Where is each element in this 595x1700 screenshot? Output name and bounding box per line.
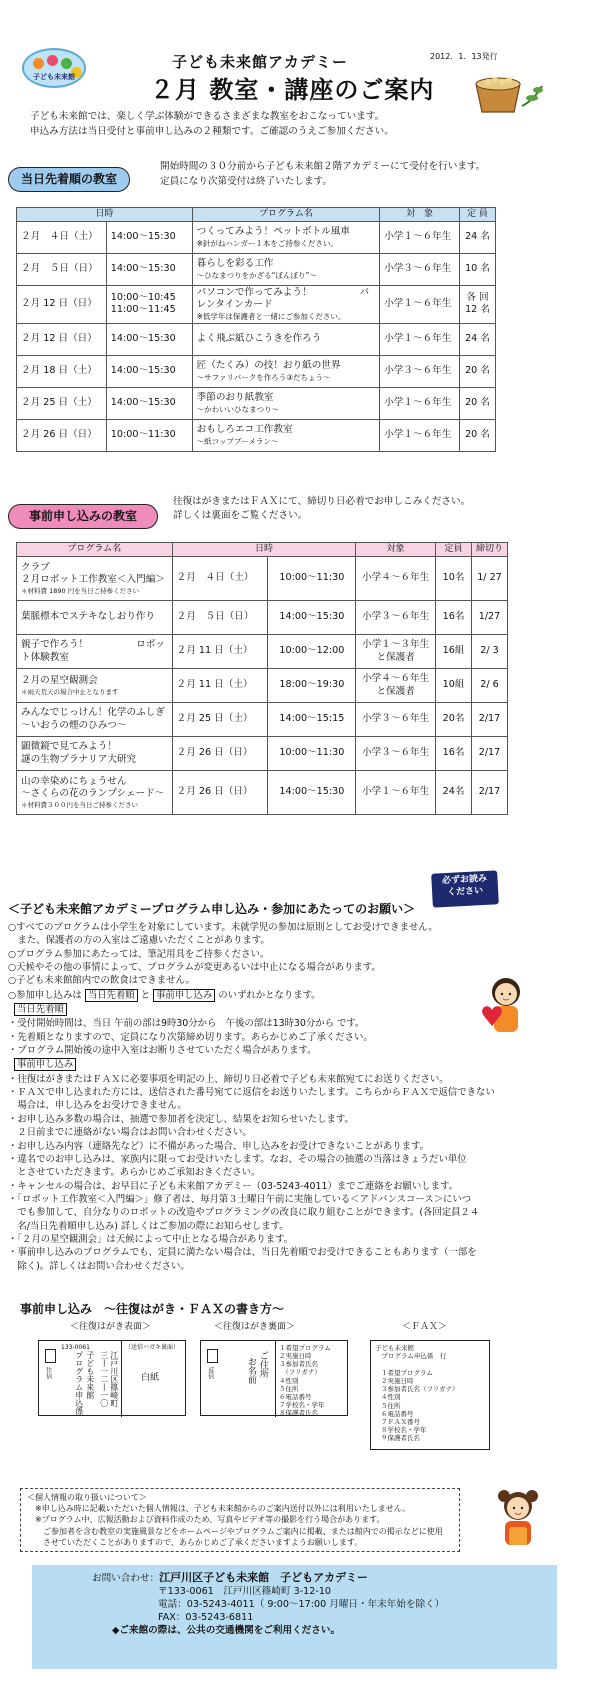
- apply-box-walkin: 当日先着順: [85, 989, 138, 1002]
- row-date: ２月 26 日（日）: [17, 419, 107, 451]
- privacy-line: ご参加者を含む教室の実施風景などをホームページやプログラムご案内に掲載、または館内での掲示などに使用: [27, 1526, 443, 1536]
- row-program: 親子で作ろう！ ロボット体験教室: [21, 639, 165, 663]
- row-time: 10:00〜10:45 11:00〜11:45: [106, 286, 192, 324]
- zip-code: 133-0061: [61, 1344, 90, 1351]
- card3-label: ＜ＦＡＸ＞: [402, 1322, 448, 1332]
- row-time: 10:00〜11:30: [268, 557, 356, 601]
- card1-label: ＜往復はがき表面＞: [70, 1322, 152, 1332]
- table-row: [17, 703, 508, 737]
- walkin-table: [16, 207, 496, 452]
- advance-rule-line: とさせていただきます。あらかじめご承知おきください。: [8, 1167, 261, 1179]
- row-date: ２月 ５日（日）: [172, 601, 268, 635]
- table-row: [17, 387, 496, 419]
- walkin-note: [160, 160, 570, 190]
- row-capacity: 24 名: [460, 222, 496, 254]
- table-row: [17, 355, 496, 387]
- walkin-note-line: 定員になり次第受付は終了いたします。: [160, 175, 332, 187]
- row-time: 14:00〜15:30: [106, 254, 192, 286]
- row-target: 小学１〜６年生: [380, 323, 460, 355]
- advance-rule-line: ・往復はがきまたはＦＡＸに必要事項を明記の上、締切り日必着で子ども未来館宛てにお送りください。: [8, 1073, 449, 1085]
- row-program-cell: [17, 703, 173, 737]
- row-date: ２月 12 日（日）: [17, 323, 107, 355]
- advance-note-line: 詳しくは裏面をご覧ください。: [173, 510, 308, 522]
- advance-table: [16, 542, 508, 815]
- advance-rule-line: ・「ロボット工作教室＜入門編＞」修了者は、毎月第３土曜日午前に実施している＜アドバンスコース＞にいつ: [8, 1193, 472, 1205]
- recipient: 子ども未来館: [85, 1351, 95, 1399]
- row-program-note: ＊雨天荒天の場合中止となります: [21, 687, 119, 696]
- address-line: 江戸川区篠崎町: [109, 1351, 119, 1407]
- stamp-label: 返信: [206, 1367, 214, 1379]
- advance-rule-line: ・ＦＡＸで申し込まれた方には、送信された番号宛てに返信をお送りいたします。こちらからＦＡＸで返信できない: [8, 1087, 495, 1099]
- row-program-note: 〜紙コップブーメラン〜: [196, 436, 279, 446]
- must-read-badge: [431, 870, 499, 907]
- row-capacity: 10名: [436, 557, 472, 601]
- issue-date: 2012．1．13発行: [430, 52, 498, 61]
- row-time: 14:00〜15:30: [106, 323, 192, 355]
- row-program-note: ※針がねハンガー１本をご持参ください。: [196, 238, 338, 248]
- advance-note: [173, 495, 573, 524]
- row-time: 14:00〜15:30: [106, 222, 192, 254]
- contact-phone: 電話：03-5243-4011（ 9:00〜17:00 月曜日・年末年始を除く）: [158, 1598, 445, 1610]
- stamp-box: [45, 1349, 56, 1363]
- must-read-text: 必ずお読み ください: [441, 873, 488, 898]
- row-program-cell: [17, 635, 173, 669]
- girl-illustration: [490, 1482, 546, 1552]
- table-row: [17, 737, 508, 771]
- stamp-label: 往信: [44, 1367, 52, 1379]
- notice-line: ○プログラム参加にあたっては、筆記用具をご持参ください。: [8, 948, 270, 960]
- row-deadline: 2/17: [471, 737, 507, 771]
- row-capacity: 16名: [436, 601, 472, 635]
- row-date: ２月 25 日（土）: [172, 703, 268, 737]
- reply-note: （送信ハガキ裏面）: [125, 1344, 180, 1351]
- walkin-rule-line: ・受付開始時間は、当日 午前の部は9時30分から 午後の部は13時30分から です。: [8, 1018, 365, 1030]
- notice-line: ○天候やその他の事情によって、プログラムが変更あるいは中止になる場合があります。: [8, 962, 381, 974]
- row-program: おもしろエコ工作教室: [196, 424, 293, 436]
- row-date: ２月 26 日（日）: [172, 737, 268, 771]
- address-line: ご住所: [257, 1351, 268, 1378]
- row-program-cell: [192, 222, 380, 254]
- table-row: [17, 635, 508, 669]
- row-date: ２月 12 日（日）: [17, 286, 107, 324]
- advance-rule-line: 場合は、申し込みをお受けできません。: [8, 1100, 187, 1112]
- row-target: 小学３〜６年生: [356, 601, 436, 635]
- row-program-cell: [192, 419, 380, 451]
- fax-head: 子ども未来館 プログラム申込係 行: [375, 1344, 447, 1361]
- row-program-note: 〜サファリパークを作ろう③だちょう〜: [196, 372, 331, 382]
- row-program: 山の幸染めにちょうせん 〜さくらの花のランプシェード〜: [21, 775, 165, 800]
- row-time: 10:00〜12:00: [268, 635, 356, 669]
- advance-header-deadline: 締切り: [471, 543, 507, 557]
- row-time: 14:00〜15:30: [268, 771, 356, 815]
- row-date: ２月 11 日（土）: [172, 669, 268, 703]
- table-row: [17, 323, 496, 355]
- table-row: [17, 601, 508, 635]
- row-target: 小学３〜６年生: [356, 703, 436, 737]
- walkin-rule-line: ・プログラム開始後の途中入室はお断りさせていただく場合があります。: [8, 1045, 317, 1057]
- fax-fields-list: １希望プログラム ２実施日時 ３参加者氏名（フリガナ） ４性別 ５住所 ６電話番号 ７ＦＡＸ番号 ８学校名・学年 ９保護者氏名: [381, 1369, 459, 1442]
- card2-label: ＜往復はがき裏面＞: [214, 1322, 296, 1332]
- contact-address: 〒133-0061 江戸川区篠崎町 3-12-10: [158, 1585, 332, 1597]
- row-capacity: 20名: [436, 703, 472, 737]
- row-target: 小学４〜６年生 と保護者: [356, 669, 436, 703]
- row-program-note: 〜かわいいひなまつり〜: [196, 404, 280, 414]
- notice-body: [8, 921, 548, 1273]
- row-date: ２月 26 日（日）: [172, 771, 268, 815]
- address-line: 三—一二—一〇: [99, 1351, 109, 1407]
- recipient-dept: プログラム申込係: [74, 1351, 84, 1415]
- row-program-cell: [192, 323, 380, 355]
- logo: [22, 48, 86, 88]
- row-capacity: 各 回 12 名: [460, 286, 496, 324]
- row-program: みんなでじっけん！化学のふしぎ 〜いおうの煙のひみつ〜: [21, 707, 165, 731]
- row-program: よく飛ぶ紙ひこうきを作ろう: [196, 332, 322, 344]
- row-deadline: 2/17: [471, 703, 507, 737]
- row-program: つくってみよう！ペットボトル風車: [196, 226, 350, 238]
- name-line: お名前: [245, 1357, 256, 1384]
- advance-rule-line: ・違名でのお申し込みは、家族内に限ってお受けいたします。なお、その場合の抽選の当落はきょうだい単位: [8, 1153, 467, 1165]
- row-program: 葉脈標本でステキなしおり作り: [21, 611, 156, 623]
- row-capacity: 16組: [436, 635, 472, 669]
- row-program-note: 〜ひなまつりをかざる“ぼんぼり”〜: [196, 270, 317, 280]
- intro-line: 子ども未来館では、楽しく学ぶ体験ができるさまざまな教室をおこなっています。: [30, 111, 385, 122]
- row-deadline: 2/ 3: [471, 635, 507, 669]
- row-target: 小学１〜６年生: [380, 286, 460, 324]
- row-program: ２月の星空観測会: [21, 675, 98, 687]
- row-time: 14:00〜15:15: [268, 703, 356, 737]
- advance-rule-line: 名/当日先着順申し込み) 詳しくはご参加の際にお知らせします。: [8, 1220, 289, 1232]
- girl-with-heart-illustration: [478, 972, 534, 1040]
- row-program: パソコンで作ってみよう！ バレンタインカード: [196, 287, 370, 311]
- privacy-line: ※プログラム中、広報活動および資料作成のため、写真やビデオ等の撮影を行う場合があります。: [27, 1515, 385, 1525]
- advance-label: 事前申し込みの教室: [8, 504, 158, 529]
- row-target: 小学３〜６年生: [380, 254, 460, 286]
- table-row: [17, 419, 496, 451]
- row-time: 18:00〜19:30: [268, 669, 356, 703]
- apply-post: のいずれかとなります。: [218, 989, 321, 1001]
- table-row: [17, 771, 508, 815]
- row-time: 14:00〜15:30: [106, 387, 192, 419]
- advance-rules-label: 事前申し込み: [14, 1058, 76, 1071]
- walkin-label: 当日先着順の教室: [8, 167, 130, 192]
- row-program-note: ＊材料費３００円を当日ご持参ください: [21, 800, 138, 809]
- row-capacity: 20 名: [460, 387, 496, 419]
- row-date: ２月 25 日（土）: [17, 387, 107, 419]
- row-capacity: 24 名: [460, 323, 496, 355]
- advance-rule-line: ・事前申し込みのプログラムでも、定員に満たない場合は、当日先着順でお受けできることもあります（一部を: [8, 1247, 477, 1259]
- notice-line: また、保護者の方の入室はご遠慮いただくことがあります。: [8, 935, 270, 947]
- row-target: 小学１〜６年生: [356, 771, 436, 815]
- advance-rule-line: 除く)。詳しくはお問い合わせください。: [8, 1260, 190, 1272]
- row-program: 顕微鏡で見てみよう！ 謎の生物プラナリア大研究: [21, 741, 137, 765]
- row-date: ２月 18 日（土）: [17, 355, 107, 387]
- privacy-line: ＜個人情報の取り扱いについて＞: [27, 1493, 147, 1502]
- privacy-notice: [20, 1488, 460, 1552]
- row-target: 小学１〜６年生: [380, 222, 460, 254]
- row-date: ２月 ５日（日）: [17, 254, 107, 286]
- row-target: 小学４〜６年生: [356, 557, 436, 601]
- fields-list: １希望プログラム ２実施日時 ３参加者氏名 （フリガナ） ４性別 ５住所 ６電話番号 ７学校名・学年 ８保護者氏名: [279, 1344, 331, 1417]
- row-time: 14:00〜15:30: [106, 355, 192, 387]
- row-time: 10:00〜11:30: [106, 419, 192, 451]
- contact-box: [32, 1565, 557, 1669]
- postcard-back: [200, 1340, 348, 1416]
- advance-rule-line: でも参加して、自分なりのロボットの改造やプログラミングの改良に取り組むことができます。(各回定員２４: [8, 1207, 480, 1219]
- row-program-cell: [17, 669, 173, 703]
- row-capacity: 10組: [436, 669, 472, 703]
- postcard-front: [38, 1340, 186, 1416]
- row-program: 季節のおり紙教室: [196, 392, 274, 404]
- row-program: 暮らしを彩る工作: [196, 258, 274, 270]
- advance-header-program: プログラム名: [17, 543, 173, 557]
- logo-text: 子ども未来館: [33, 73, 75, 81]
- walkin-header-program: プログラム名: [192, 208, 380, 222]
- advance-rule-line: ・キャンセルの場合は、お早目に子ども未来館アカデミー（03-5243-4011）までご連絡をお願いします。: [8, 1180, 458, 1192]
- advance-header-date: 日時: [172, 543, 356, 557]
- row-program-cell: [192, 387, 380, 419]
- advance-rule-line: ・お申し込み多数の場合は、抽選で参加者を決定し、結果をお知らせいたします。: [8, 1113, 354, 1125]
- notice-line: ○子ども未来館館内での飲食はできません。: [8, 975, 195, 987]
- row-program-cell: [17, 771, 173, 815]
- row-time: 10:00〜11:30: [268, 737, 356, 771]
- intro-text: [30, 110, 570, 140]
- apply-box-advance: 事前申し込み: [153, 989, 215, 1002]
- row-program-note: ＊材料費 1890 円を当日ご持参ください: [21, 586, 140, 595]
- fax-form: [370, 1340, 490, 1450]
- row-program-cell: [192, 286, 380, 324]
- row-deadline: 1/27: [471, 601, 507, 635]
- walkin-header-capacity: 定 員: [460, 208, 496, 222]
- table-row: [17, 222, 496, 254]
- row-program: クラブ ２月ロボット工作教室＜入門編＞: [21, 561, 165, 586]
- row-program-cell: [192, 355, 380, 387]
- intro-line: 申込み方法は当日受付と事前申し込みの２種類です。ご確認のうえご参加ください。: [30, 125, 394, 137]
- row-program-cell: [17, 601, 173, 635]
- table-row: [17, 557, 508, 601]
- row-date: ２月 11 日（土）: [172, 635, 268, 669]
- walkin-header-target: 対 象: [380, 208, 460, 222]
- notice-title: ＜子ども未来館アカデミープログラム申し込み・参加にあたってのお願い＞: [8, 902, 416, 916]
- contact-fax: FAX：03-5243-6811: [158, 1611, 254, 1623]
- advance-rule-line: ・「２月の星空観測会」は天候によって中止となる場合があります。: [8, 1233, 294, 1245]
- stamp-box: [207, 1349, 218, 1363]
- row-target: 小学１〜６年生: [380, 387, 460, 419]
- row-target: 小学１〜３年生 と保護者: [356, 635, 436, 669]
- row-date: ２月 ４日（土）: [17, 222, 107, 254]
- advance-header-target: 対象: [356, 543, 436, 557]
- row-program-cell: [192, 254, 380, 286]
- row-capacity: 10 名: [460, 254, 496, 286]
- page-title: ２月 教室・講座のご案内: [150, 76, 435, 104]
- advance-header-capacity: 定員: [436, 543, 472, 557]
- row-program-cell: [17, 737, 173, 771]
- walkin-rule-line: ・先着順となりますので、定員になり次第締め切ります。あらかじめご了承ください。: [8, 1031, 373, 1043]
- walkin-note-line: 開始時間の３０分前から子ども未来館２階アカデミーにて受付を行います。: [160, 161, 486, 172]
- apply-mid: と: [140, 989, 151, 1001]
- notice-line: ○すべてのプログラムは小学生を対象にしています。未就学児の参加は原則としてお受けできません。: [8, 922, 438, 933]
- row-date: ２月 ４日（土）: [172, 557, 268, 601]
- row-time: 14:00〜15:30: [268, 601, 356, 635]
- academy-name: 子ども未来館アカデミー: [172, 53, 348, 71]
- row-program-cell: [17, 557, 173, 601]
- table-row: [17, 254, 496, 286]
- howto-title: 事前申し込み 〜往復はがき・ＦＡＸの書き方〜: [20, 1302, 285, 1316]
- walkin-rules-label: 当日先着順: [14, 1003, 67, 1016]
- row-capacity: 24名: [436, 771, 472, 815]
- blank-note: 白紙: [141, 1373, 160, 1383]
- contact-label: お問い合わせ：: [92, 1573, 160, 1584]
- row-program: 匠（たくみ）の技！おり紙の世界: [196, 360, 341, 372]
- apply-line: [8, 989, 548, 1002]
- row-target: 小学３〜６年生: [356, 737, 436, 771]
- advance-note-line: 往復はがきまたはＦＡＸにて、締切り日必着でお申しこみください。: [173, 496, 471, 507]
- row-deadline: 2/17: [471, 771, 507, 815]
- privacy-line: させていただくことがありますので、あらかじめご了承くださいますようお願いします。: [27, 1537, 363, 1547]
- row-deadline: 2/ 6: [471, 669, 507, 703]
- row-capacity: 20 名: [460, 355, 496, 387]
- contact-access: ◆ご来館の際は、公共の交通機関をご利用ください。: [112, 1624, 341, 1636]
- row-program-note: ※低学年は保護者と一緒にご参加ください。: [196, 311, 346, 321]
- row-target: 小学３〜６年生: [380, 355, 460, 387]
- advance-rule-line: ２日前までに連絡がない場合はお問い合わせください。: [8, 1127, 252, 1139]
- apply-pre: ○参加申し込みは: [8, 989, 82, 1001]
- row-target: 小学１〜６年生: [380, 419, 460, 451]
- table-row: [17, 669, 508, 703]
- contact-name: 江戸川区子ども未来館 子どもアカデミー: [159, 1571, 369, 1584]
- row-capacity: 20 名: [460, 419, 496, 451]
- privacy-line: ※申し込み時に記載いただいた個人情報は、子ども未来館からのご案内送付以外には利用いたしません。: [27, 1504, 411, 1514]
- row-capacity: 16名: [436, 737, 472, 771]
- walkin-header-date: 日時: [17, 208, 193, 222]
- advance-rule-line: ・お申し込み内容（連絡先など）に不備があった場合、申し込みをお受けできないことがあります。: [8, 1140, 430, 1152]
- table-row: [17, 286, 496, 324]
- row-deadline: 1/ 27: [471, 557, 507, 601]
